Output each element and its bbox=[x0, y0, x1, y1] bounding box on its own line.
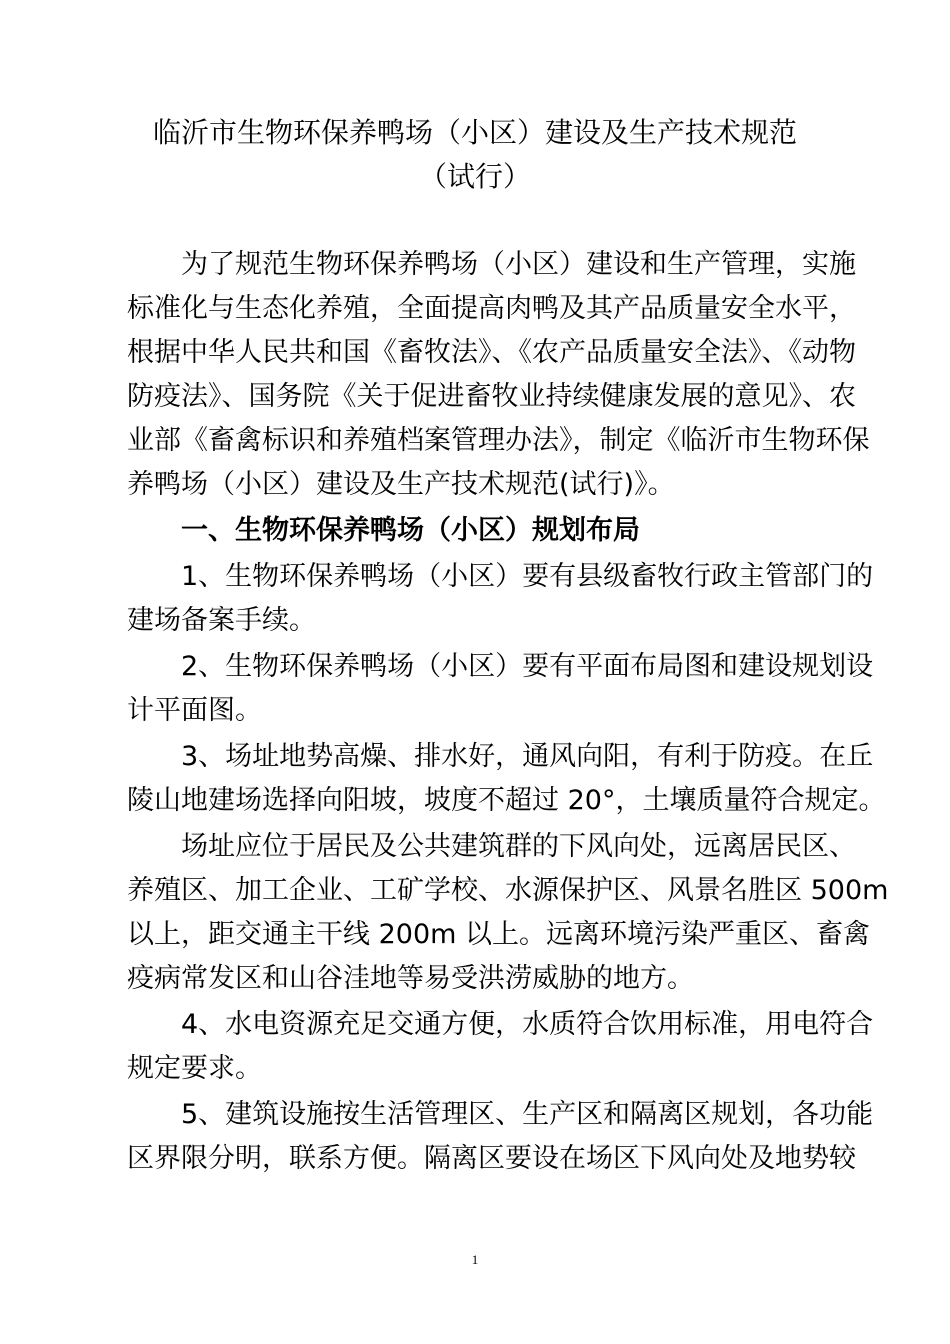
paragraph-line: 计平面图。 bbox=[127, 695, 262, 726]
paragraph-line: 2、生物环保养鸭场（小区）要有平面布局图和建设规划设 bbox=[127, 651, 874, 682]
paragraph-line: 根据中华人民共和国《畜牧法》、《农产品质量安全法》、《动物 bbox=[127, 337, 856, 368]
page-number: 1 bbox=[471, 1252, 479, 1267]
paragraph-line: 防疫法》、国务院《关于促进畜牧业持续健康发展的意见》、农 bbox=[127, 381, 856, 412]
paragraph-line: 区界限分明，联系方便。隔离区要设在场区下风向处及地势较 bbox=[127, 1143, 856, 1174]
paragraph-line: 1、生物环保养鸭场（小区）要有县级畜牧行政主管部门的 bbox=[127, 561, 874, 592]
document-title-subtitle: （试行） bbox=[418, 160, 531, 193]
paragraph-line: 养鸭场（小区）建设及生产技术规范(试行)》。 bbox=[127, 469, 675, 500]
paragraph-line: 规定要求。 bbox=[127, 1053, 262, 1084]
paragraph-line: 4、水电资源充足交通方便，水质符合饮用标准，用电符合 bbox=[127, 1009, 874, 1040]
paragraph-line: 5、建筑设施按生活管理区、生产区和隔离区规划，各功能 bbox=[127, 1099, 874, 1130]
paragraph-line: 标准化与生态化养殖，全面提高肉鸭及其产品质量安全水平， bbox=[127, 293, 856, 324]
paragraph-line: 业部《畜禽标识和养殖档案管理办法》，制定《临沂市生物环保 bbox=[127, 425, 870, 456]
paragraph-line: 3、场址地势高燥、排水好，通风向阳，有利于防疫。在丘 bbox=[127, 741, 874, 772]
paragraph-line: 场址应位于居民及公共建筑群的下风向处，远离居民区、 bbox=[127, 831, 856, 862]
paragraph-line: 疫病常发区和山谷洼地等易受洪涝威胁的地方。 bbox=[127, 963, 694, 994]
paragraph-line: 陵山地建场选择向阳坡，坡度不超过 20°，土壤质量符合规定。 bbox=[127, 785, 886, 816]
paragraph-line: 养殖区、加工企业、工矿学校、水源保护区、风景名胜区 500m bbox=[127, 875, 889, 906]
document-title: 临沂市生物环保养鸭场（小区）建设及生产技术规范 bbox=[152, 116, 797, 149]
paragraph-line: 为了规范生物环保养鸭场（小区）建设和生产管理，实施 bbox=[127, 249, 856, 280]
paragraph-line: 建场备案手续。 bbox=[127, 605, 316, 636]
section-heading: 一、生物环保养鸭场（小区）规划布局 bbox=[127, 515, 640, 546]
paragraph-line: 以上，距交通主干线 200m 以上。远离环境污染严重区、畜禽 bbox=[127, 919, 870, 950]
